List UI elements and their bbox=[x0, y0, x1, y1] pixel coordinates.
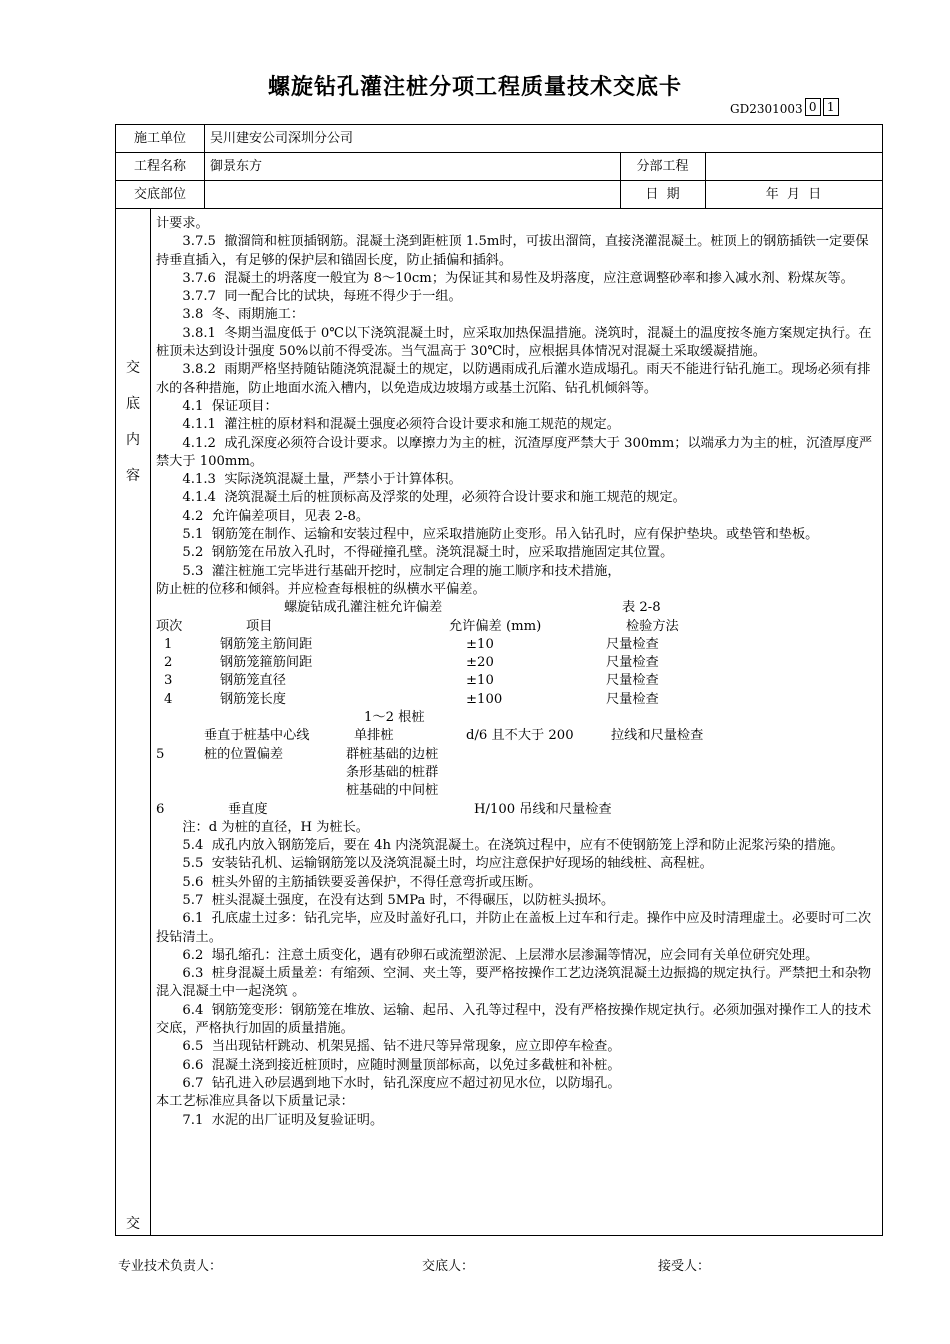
paragraph: 5.4 成孔内放入钢筋笼后，要在 4h 内浇筑混凝土。在浇筑过程中，应有不使钢筋笼上浮和防止泥浆污染的措施。 bbox=[156, 838, 844, 854]
disclosure-form bbox=[115, 124, 883, 1236]
doc-code bbox=[730, 98, 839, 116]
paragraph: 3.7.6 混凝土的坍落度一般宜为 8～10cm；为保证其和易性及坍落度，应注意调整砂率和掺入减水剂、粉煤灰等。 bbox=[156, 270, 854, 286]
receiver-signature: 接受人： bbox=[658, 1259, 711, 1274]
side-char-4: 容 bbox=[126, 468, 140, 484]
col-header-item: 项目 bbox=[246, 618, 273, 634]
row5-tolerance: d/6 且不大于 200 bbox=[466, 728, 574, 744]
col-header-method: 检验方法 bbox=[626, 618, 679, 634]
row5-item-a: 垂直于桩基中心线 bbox=[204, 728, 310, 744]
table-header-row bbox=[156, 618, 881, 636]
paragraph: 3.8.1 冬期当温度低于 0℃以下浇筑混凝土时，应采取加热保温措施。浇筑时，混凝土的温度按冬施方案规定执行。在桩顶未达到设计强度 50%以前不得受冻。当气温高于 30℃时，应根据具体情况对混凝土采取缓凝措施。 bbox=[156, 325, 872, 360]
paragraph: 6.1 孔底虚土过多：钻孔完毕，应及时盖好孔口，并防止在盖板上过车和行走。操作中应及时清理虚土。必要时可二次投钻清土。 bbox=[156, 911, 872, 945]
table-row bbox=[156, 691, 881, 709]
table-row bbox=[156, 636, 881, 654]
side-char-1: 交 bbox=[126, 360, 140, 376]
paragraph: 5.5 安装钻孔机、运输钢筋笼以及浇筑混凝土时，均应注意保护好现场的轴线桩、高程桩。 bbox=[156, 856, 713, 872]
date-label: 日 期 bbox=[645, 187, 680, 202]
table-caption: 螺旋钻成孔灌注桩允许偏差 bbox=[284, 600, 443, 616]
row-no: 3 bbox=[164, 673, 173, 689]
row-method: 尺量检查 bbox=[606, 673, 659, 689]
row5-sub-3: 群桩基础的边桩 bbox=[346, 746, 439, 762]
doc-code-number: GD2301003 bbox=[730, 102, 803, 116]
paragraph: 6.6 混凝土浇到接近桩顶时，应随时测量顶部标高，以免过多截桩和补桩。 bbox=[156, 1057, 621, 1073]
table-caption-row bbox=[156, 599, 881, 617]
side-char-2: 底 bbox=[126, 396, 140, 412]
row-method: 尺量检查 bbox=[606, 636, 659, 652]
row5-sub-2: 单排桩 bbox=[354, 728, 394, 744]
paragraph: 3.7.5 撤溜筒和桩顶插钢筋。混凝土浇到距桩顶 1.5m时，可拔出溜筒，直接浇灌混凝土。桩顶上的钢筋插铁一定要保持垂直插入，有足够的保护层和锚固长度，防止插偏和插斜。 bbox=[156, 234, 869, 268]
paragraph: 5.3 灌注桩施工完毕进行基础开挖时，应制定合理的施工顺序和技术措施， bbox=[156, 563, 621, 579]
paragraph: 5.7 桩头混凝土强度，在没有达到 5MPa 时，不得碾压，以防桩头损坏。 bbox=[156, 892, 615, 908]
row5-no: 5 bbox=[156, 746, 165, 762]
paragraph: 6.3 桩身混凝土质量差：有缩颈、空洞、夹土等，要严格按操作工艺边浇筑混凝土边振捣的规定执行。严禁把土和杂物混入混凝土中一起浇筑 。 bbox=[156, 966, 872, 1000]
paragraph: 4.2 允许偏差项目，见表 2-8。 bbox=[156, 508, 370, 524]
discloser-signature: 交底人： bbox=[422, 1259, 475, 1274]
table-row-6 bbox=[156, 801, 881, 819]
col-header-no: 项次 bbox=[156, 618, 183, 634]
paragraph: 6.2 塌孔缩孔：注意土质变化，遇有砂卵石或流塑淤泥、上层滞水层渗漏等情况，应会同有关单位研究处理。 bbox=[156, 947, 819, 963]
row-tolerance: ±20 bbox=[466, 655, 494, 671]
paragraph: 7.1 水泥的出厂证明及复验证明。 bbox=[156, 1112, 384, 1128]
col-header-tolerance: 允许偏差 (mm) bbox=[449, 618, 542, 634]
paragraph: 4.1.4 浇筑混凝土后的桩顶标高及浮浆的处理，必须符合设计要求和施工规范的规定。 bbox=[156, 490, 686, 506]
row5-sub-4: 条形基础的桩群 bbox=[346, 764, 439, 780]
paragraph: 3.8 冬、雨期施工： bbox=[156, 307, 305, 323]
row5-method: 拉线和尺量检查 bbox=[611, 728, 704, 744]
table-note: 注：d 为桩的直径，H 为桩长。 bbox=[156, 819, 369, 835]
code-box-2: 1 bbox=[823, 98, 839, 116]
paragraph: 计要求。 bbox=[156, 216, 209, 231]
row-tolerance: ±100 bbox=[466, 691, 503, 707]
paragraph: 6.5 当出现钻杆跳动、机架晃摇、钻不进尺等异常现象，应立即停车检查。 bbox=[156, 1039, 621, 1055]
paragraph: 防止桩的位移和倾斜。并应检查每根桩的纵横水平偏差。 bbox=[156, 581, 486, 597]
row5-sub-1: 1～2 根桩 bbox=[364, 710, 425, 726]
table-row bbox=[156, 654, 881, 672]
row5-item-b: 桩的位置偏差 bbox=[204, 746, 284, 762]
paragraph: 3.7.7 同一配合比的试块，每班不得少于一组。 bbox=[156, 289, 462, 305]
paragraph: 4.1.2 成孔深度必须符合设计要求。以摩擦力为主的桩，沉渣厚度严禁大于 300mm；以端承力为主的桩，沉渣厚度严禁大于 100mm。 bbox=[156, 435, 873, 469]
paragraph: 3.8.2 雨期严格坚持随钻随浇筑混凝土的规定，以防遇雨成孔后灌水造成塌孔。雨天不能进行钻孔施工。现场必须有排水的各种措施，防止地面水流入槽内，以免造成边坡塌方或基土沉陷、钻孔机倾斜等。 bbox=[156, 362, 871, 396]
row-tolerance: ±10 bbox=[466, 636, 494, 652]
row6-tolerance-method: H/100 吊线和尺量检查 bbox=[474, 801, 612, 817]
paragraph: 5.2 钢筋笼在吊放入孔时，不得碰撞孔壁。浇筑混凝土时，应采取措施固定其位置。 bbox=[156, 545, 674, 561]
table-row-5-line-4 bbox=[156, 764, 881, 782]
page-title: 螺旋钻孔灌注桩分项工程质量技术交底卡 bbox=[267, 75, 682, 100]
table-row-5-line-5 bbox=[156, 782, 881, 800]
row6-item: 垂直度 bbox=[228, 801, 268, 817]
tech-lead-signature: 专业技术负责人： bbox=[118, 1259, 223, 1274]
table-row-5-line-2 bbox=[156, 727, 881, 745]
row-method: 尺量检查 bbox=[606, 655, 659, 671]
table-row-5-line-3 bbox=[156, 746, 881, 764]
unit-label: 施工单位 bbox=[133, 131, 186, 146]
side-char-bottom: 交 bbox=[126, 1216, 140, 1232]
row-no: 2 bbox=[164, 655, 173, 671]
row5-sub-5: 桩基础的中间桩 bbox=[346, 783, 439, 799]
unit-value: 吴川建安公司深圳分公司 bbox=[210, 131, 354, 146]
paragraph: 6.4 钢筋笼变形：钢筋笼在堆放、运输、起吊、入孔等过程中，没有严格按操作规定执行。必须加强对操作工人的技术交底，严格执行加固的质量措施。 bbox=[156, 1002, 872, 1037]
table-row-5-line-1 bbox=[156, 709, 881, 727]
row6-no: 6 bbox=[156, 801, 165, 817]
row-item: 钢筋笼直径 bbox=[220, 673, 286, 689]
row-tolerance: ±10 bbox=[466, 673, 494, 689]
paragraph: 4.1 保证项目： bbox=[156, 398, 278, 414]
sub-project-label: 分部工程 bbox=[636, 159, 689, 174]
paragraph: 本工艺标准应具备以下质量记录： bbox=[156, 1094, 354, 1110]
project-value: 御景东方 bbox=[210, 159, 263, 174]
row-no: 4 bbox=[164, 691, 173, 707]
paragraph: 5.6 桩头外留的主筋插铁要妥善保护，不得任意弯折或压断。 bbox=[156, 874, 542, 890]
paragraph: 4.1.1 灌注桩的原材料和混凝土强度必须符合设计要求和施工规范的规定。 bbox=[156, 417, 620, 433]
location-label: 交底部位 bbox=[133, 187, 186, 202]
side-char-3: 内 bbox=[126, 432, 140, 448]
row-method: 尺量检查 bbox=[606, 691, 659, 707]
disclosure-content bbox=[156, 215, 881, 1130]
table-row bbox=[156, 672, 881, 690]
row-item: 钢筋笼箍筋间距 bbox=[220, 655, 313, 671]
paragraph: 5.1 钢筋笼在制作、运输和安装过程中，应采取措施防止变形。吊入钻孔时，应有保护垫块。或垫管和垫板。 bbox=[156, 527, 819, 543]
project-label: 工程名称 bbox=[133, 159, 186, 174]
row-item: 钢筋笼主筋间距 bbox=[220, 636, 313, 652]
paragraph: 4.1.3 实际浇筑混凝土量，严禁小于计算体积。 bbox=[156, 472, 462, 488]
row-no: 1 bbox=[164, 636, 173, 652]
date-value: 年 月 日 bbox=[765, 187, 822, 202]
row-item: 钢筋笼长度 bbox=[220, 691, 286, 707]
code-box-1: 0 bbox=[805, 98, 821, 116]
table-number: 表 2-8 bbox=[622, 600, 661, 616]
paragraph: 6.7 钻孔进入砂层遇到地下水时，钻孔深度应不超过初见水位，以防塌孔。 bbox=[156, 1075, 621, 1091]
